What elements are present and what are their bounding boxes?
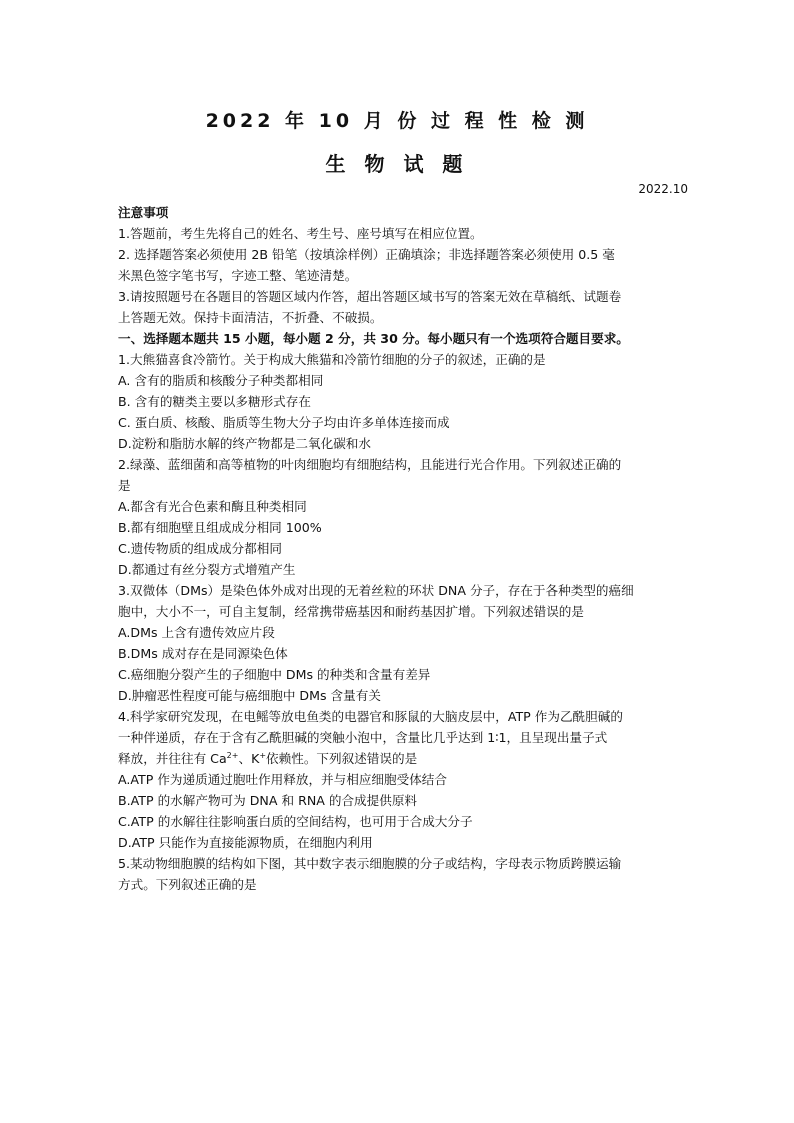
q2-option-b: B.都有细胞壁且组成成分相同 100% [118,520,322,535]
q4-option-b: B.ATP 的水解产物可为 DNA 和 RNA 的合成提供原料 [118,793,418,808]
q3-option-a: A.DMs 上含有遗传效应片段 [118,625,275,640]
q2-option-d: D.都通过有丝分裂方式增殖产生 [118,562,296,577]
q4-stem-c-part2: 、K [238,751,260,766]
notice-item-1: 1.答题前，考生先将自己的姓名、考生号、座号填写在相应位置。 [118,226,483,241]
q4-stem-c [118,748,678,769]
q5-stem-b: 方式。下列叙述正确的是 [118,877,257,892]
q4-option-a: A.ATP 作为递质通过胞吐作用释放，并与相应细胞受体结合 [118,772,447,787]
q1-option-b: B. 含有的糖类主要以多糖形式存在 [118,394,311,409]
q4-option-c: C.ATP 的水解往往影响蛋白质的空间结构，也可用于合成大分子 [118,814,473,829]
q1-option-a: A. 含有的脂质和核酸分子种类都相同 [118,373,324,388]
q4-stem-c-part1: 释放，并往往有 Ca [118,751,227,766]
q2-option-c: C.遗传物质的组成成分都相同 [118,541,282,556]
q2-stem-b: 是 [118,478,131,493]
q1-option-d: D.淀粉和脂肪水解的终产物都是二氧化碳和水 [118,436,371,451]
q2-option-a: A.都含有光合色素和酶且种类相同 [118,499,307,514]
q3-option-d: D.肿瘤恶性程度可能与癌细胞中 DMs 含量有关 [118,688,381,703]
exam-date: 2022.10 [638,182,688,196]
q3-option-b: B.DMs 成对存在是同源染色体 [118,646,288,661]
q4-stem-b: 一种伴递质，存在于含有乙酰胆碱的突触小泡中，含量比几乎达到 1∶1，且呈现出量子式 [118,730,608,745]
q1-stem: 1.大熊猫喜食冷箭竹。关于构成大熊猫和冷箭竹细胞的分子的叙述，正确的是 [118,352,546,367]
notice-item-3b: 上答题无效。保持卡面清洁，不折叠、不破损。 [118,310,383,325]
exam-body [118,202,678,895]
exam-title: 2022 年 10 月 份 过 程 性 检 测 [205,110,589,132]
q5-stem-a: 5.某动物细胞膜的结构如下图，其中数字表示细胞膜的分子或结构，字母表示物质跨膜运输 [118,856,622,871]
q3-option-c: C.癌细胞分裂产生的子细胞中 DMs 的种类和含量有差异 [118,667,431,682]
notice-heading: 注意事项 [118,205,169,220]
q3-stem-a: 3.双微体（DMs）是染色体外成对出现的无着丝粒的环状 DNA 分子，存在于各种类型的癌细 [118,583,634,598]
q4-stem-c-part3: 依赖性。下列叙述错误的是 [266,751,418,766]
notice-item-3a: 3.请按照题号在各题目的答题区域内作答，超出答题区域书写的答案无效在草稿纸、试题卷 [118,289,622,304]
q4-option-d: D.ATP 只能作为直接能源物质，在细胞内利用 [118,835,373,850]
exam-subtitle: 生 物 试 题 [325,152,469,176]
notice-item-2a: 2. 选择题答案必须使用 2B 铅笔（按填涂样例）正确填涂；非选择题答案必须使用 0.5 毫 [118,247,615,262]
q4-stem-a: 4.科学家研究发现，在电鳐等放电鱼类的电器官和豚鼠的大脑皮层中，ATP 作为乙酰胆碱的 [118,709,623,724]
q3-stem-b: 胞中，大小不一，可自主复制，经常携带癌基因和耐药基因扩增。下列叙述错误的是 [118,604,584,619]
section-1-heading: 一、选择题本题共 15 小题，每小题 2 分，共 30 分。每小题只有一个选项符合题目要求。 [118,331,629,346]
q1-option-c: C. 蛋白质、核酸、脂质等生物大分子均由许多单体连接而成 [118,415,450,430]
q2-stem-a: 2.绿藻、蓝细菌和高等植物的叶肉细胞均有细胞结构，且能进行光合作用。下列叙述正确的 [118,457,622,472]
notice-item-2b: 米黑色签字笔书写，字迹工整、笔迹清楚。 [118,268,358,283]
q4-k-charge: + [259,750,267,760]
q4-ca-charge: 2+ [226,750,239,760]
